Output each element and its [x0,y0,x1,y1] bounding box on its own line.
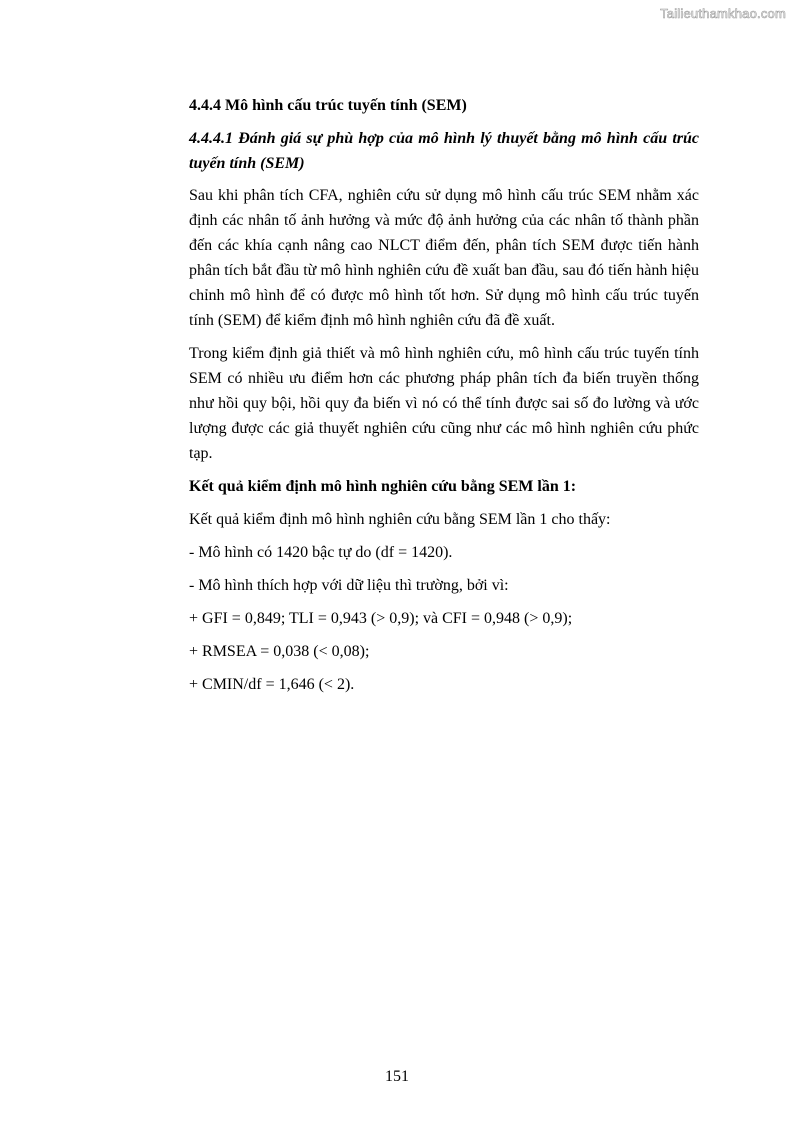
section-heading: 4.4.4 Mô hình cấu trúc tuyến tính (SEM) [189,97,467,114]
paragraph-1: Sau khi phân tích CFA, nghiên cứu sử dụng mô hình cấu trúc SEM nhằm xác định các nhân tố ảnh hưởng và mức độ ảnh hưởng của các nhân tố thành phần đến các khía cạnh nâng cao NLCT điểm đến, phân tích SEM được tiến hành phân tích bắt đầu từ mô hình nghiên cứu đề xuất ban đầu, sau đó tiến hành hiệu chỉnh mô hình để có được mô hình tốt hơn. Sử dụng mô hình cấu trúc tuyến tính (SEM) để kiểm định mô hình nghiên cứu đã đề xuất. [189,187,699,329]
result-heading: Kết quả kiểm định mô hình nghiên cứu bằng SEM lần 1: [189,478,577,495]
result-line-1: Kết quả kiểm định mô hình nghiên cứu bằng SEM lần 1 cho thấy: [189,511,611,528]
result-line-6: + CMIN/df = 1,646 (< 2). [189,676,355,693]
result-line-2: - Mô hình có 1420 bậc tự do (df = 1420). [189,544,453,561]
subsection-heading: 4.4.4.1 Đánh giá sự phù hợp của mô hình lý thuyết bằng mô hình cấu trúc tuyến tính (SEM) [189,130,699,172]
result-line-4: + GFI = 0,849; TLI = 0,943 (> 0,9); và CFI = 0,948 (> 0,9); [189,610,573,627]
page-content [189,93,699,705]
result-line-3: - Mô hình thích hợp với dữ liệu thì trường, bởi vì: [189,577,509,594]
paragraph-2: Trong kiểm định giả thiết và mô hình nghiên cứu, mô hình cấu trúc tuyến tính SEM có nhiều ưu điểm hơn các phương pháp phân tích đa biến truyền thống như hồi quy bội, hồi quy đa biến vì nó có thể tính được sai số đo lường và ước lượng được các giả thuyết nghiên cứu cũng như các mô hình nghiên cứu phức tạp. [189,345,699,462]
result-line-5: + RMSEA = 0,038 (< 0,08); [189,643,370,660]
watermark: Tailieuthamkhao.com [660,6,786,21]
page-number: 151 [385,1068,409,1085]
